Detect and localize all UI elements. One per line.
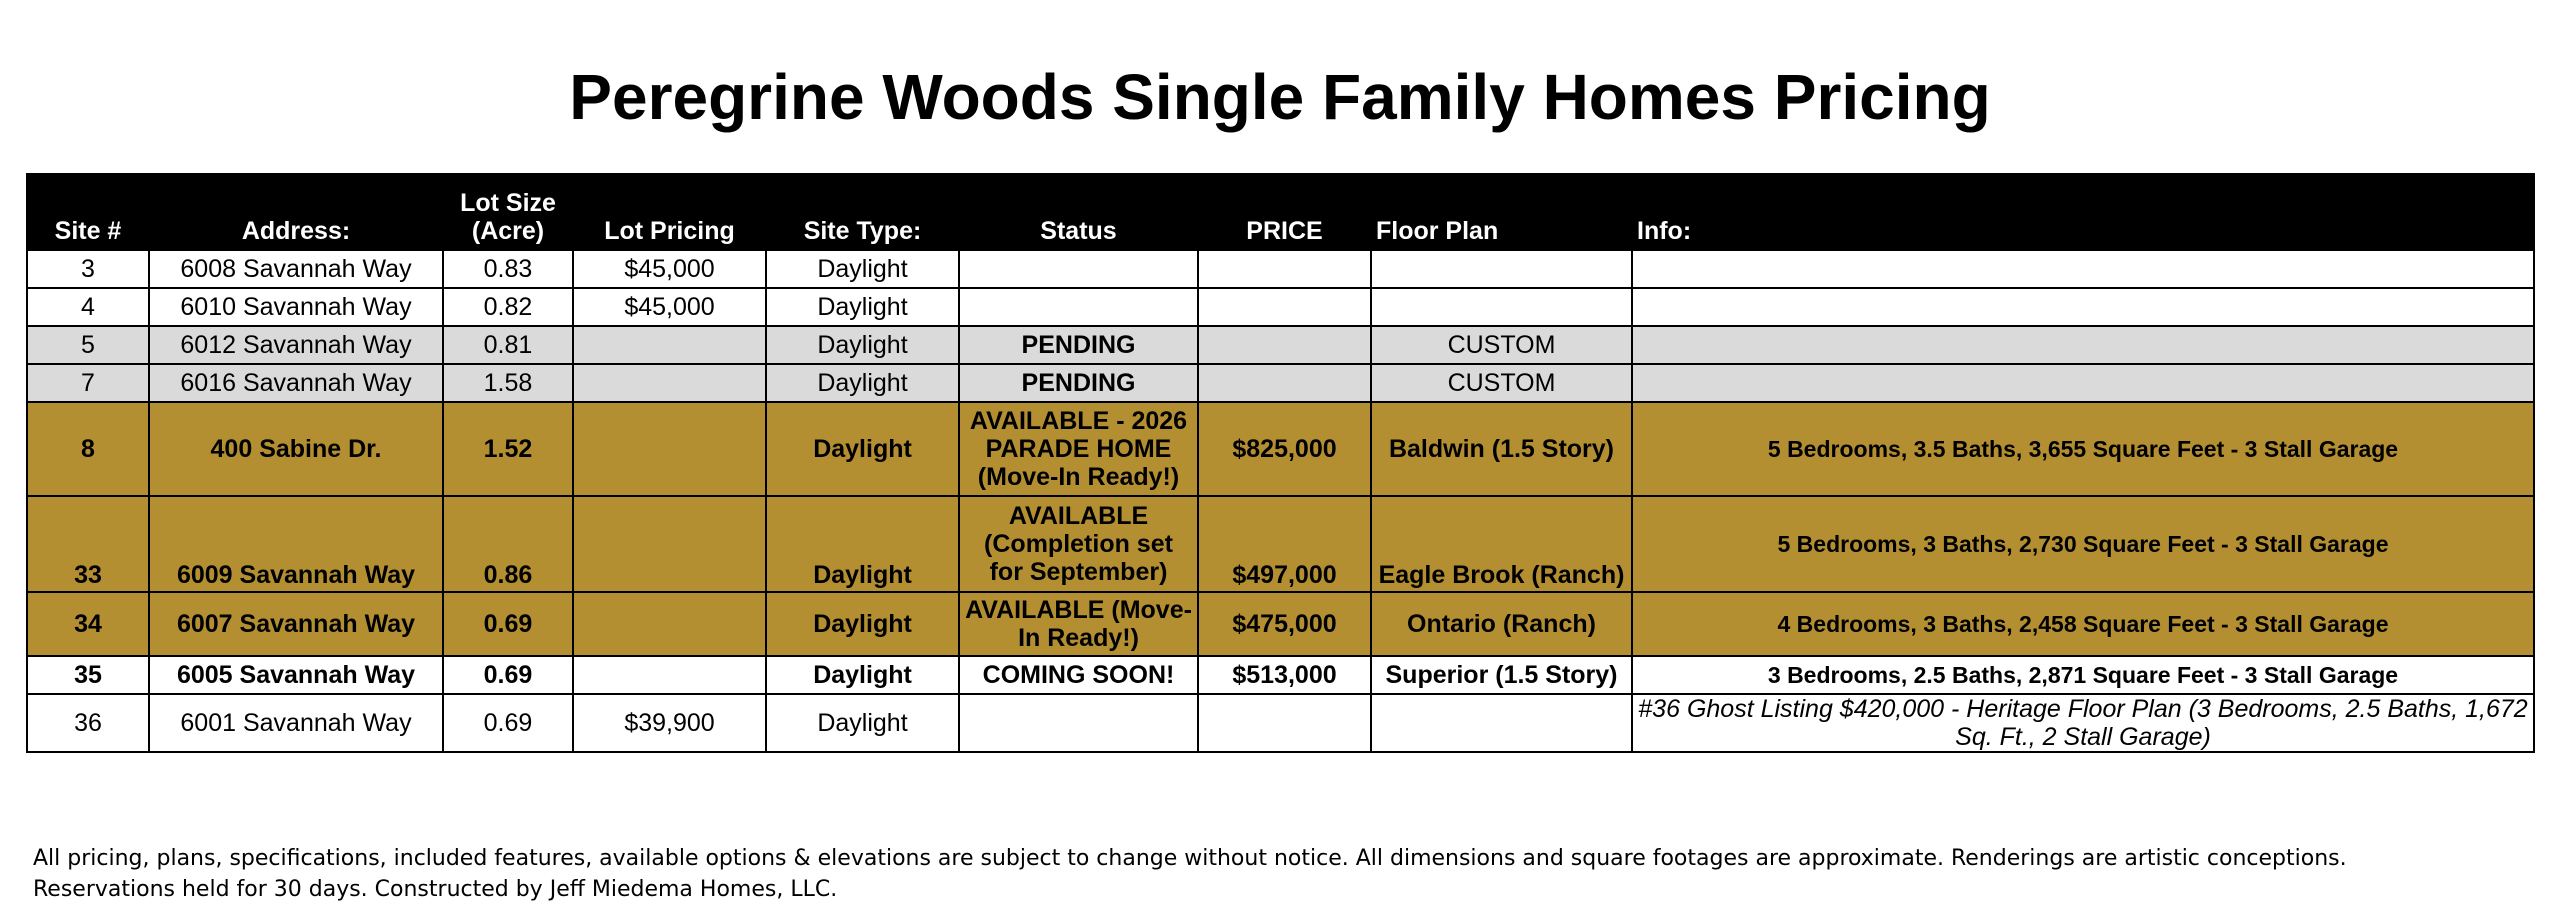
lot-pricing-cell: $45,000 xyxy=(573,250,766,288)
table-row xyxy=(27,496,2534,592)
table-row xyxy=(27,656,2534,694)
lot-pricing-cell: $39,900 xyxy=(573,694,766,752)
price-cell xyxy=(1198,288,1371,326)
table-header-row xyxy=(27,174,2534,250)
status-cell: AVAILABLE (Completion set for September) xyxy=(959,496,1198,592)
address-cell: 6012 Savannah Way xyxy=(149,326,443,364)
floor-plan-cell xyxy=(1371,288,1632,326)
lot-pricing-cell xyxy=(573,496,766,592)
address-cell: 6008 Savannah Way xyxy=(149,250,443,288)
site-type-cell: Daylight xyxy=(766,326,959,364)
table-row xyxy=(27,326,2534,364)
table-row xyxy=(27,288,2534,326)
info-cell: 5 Bedrooms, 3 Baths, 2,730 Square Feet - 3 Stall Garage xyxy=(1632,496,2534,592)
address-cell: 6016 Savannah Way xyxy=(149,364,443,402)
site-type-cell: Daylight xyxy=(766,656,959,694)
address-cell: 6001 Savannah Way xyxy=(149,694,443,752)
site-cell: 33 xyxy=(27,496,149,592)
floor-plan-cell: Superior (1.5 Story) xyxy=(1371,656,1632,694)
header-lot-size-line2: (Acre) xyxy=(471,217,545,245)
address-cell: 6009 Savannah Way xyxy=(149,496,443,592)
pricing-table xyxy=(26,173,2535,753)
table-row xyxy=(27,592,2534,656)
header-floor-plan: Floor Plan xyxy=(1371,174,1632,250)
site-cell: 7 xyxy=(27,364,149,402)
info-cell: 5 Bedrooms, 3.5 Baths, 3,655 Square Feet - 3 Stall Garage xyxy=(1632,402,2534,496)
table-row xyxy=(27,694,2534,752)
table-row xyxy=(27,402,2534,496)
lot-size-cell: 1.58 xyxy=(443,364,573,402)
floor-plan-cell xyxy=(1371,250,1632,288)
lot-size-cell: 0.69 xyxy=(443,694,573,752)
price-cell xyxy=(1198,694,1371,752)
site-type-cell: Daylight xyxy=(766,694,959,752)
header-lot-pricing: Lot Pricing xyxy=(573,174,766,250)
lot-size-cell: 0.69 xyxy=(443,592,573,656)
info-cell: #36 Ghost Listing $420,000 - Heritage Floor Plan (3 Bedrooms, 2.5 Baths, 1,672 Sq. Ft., 2 Stall Garage) xyxy=(1632,694,2534,752)
page-title: Peregrine Woods Single Family Homes Pricing xyxy=(569,61,1991,133)
site-type-cell: Daylight xyxy=(766,402,959,496)
status-cell: PENDING xyxy=(959,326,1198,364)
floor-plan-cell xyxy=(1371,694,1632,752)
lot-pricing-cell xyxy=(573,402,766,496)
price-cell xyxy=(1198,250,1371,288)
disclaimer-line-2: Reservations held for 30 days. Constructed by Jeff Miedema Homes, LLC. xyxy=(33,877,838,902)
lot-size-cell: 0.83 xyxy=(443,250,573,288)
site-cell: 8 xyxy=(27,402,149,496)
lot-size-cell: 0.82 xyxy=(443,288,573,326)
address-cell: 6007 Savannah Way xyxy=(149,592,443,656)
site-type-cell: Daylight xyxy=(766,288,959,326)
info-cell xyxy=(1632,250,2534,288)
floor-plan-cell: Ontario (Ranch) xyxy=(1371,592,1632,656)
site-cell: 35 xyxy=(27,656,149,694)
header-address: Address: xyxy=(149,174,443,250)
status-cell xyxy=(959,694,1198,752)
status-cell xyxy=(959,250,1198,288)
lot-pricing-cell xyxy=(573,326,766,364)
status-cell xyxy=(959,288,1198,326)
lot-pricing-cell: $45,000 xyxy=(573,288,766,326)
floor-plan-cell: Baldwin (1.5 Story) xyxy=(1371,402,1632,496)
lot-size-cell: 1.52 xyxy=(443,402,573,496)
site-type-cell: Daylight xyxy=(766,250,959,288)
price-cell: $513,000 xyxy=(1198,656,1371,694)
table-row xyxy=(27,364,2534,402)
price-cell: $497,000 xyxy=(1198,496,1371,592)
info-cell xyxy=(1632,364,2534,402)
price-cell xyxy=(1198,364,1371,402)
floor-plan-cell: Eagle Brook (Ranch) xyxy=(1371,496,1632,592)
status-cell: PENDING xyxy=(959,364,1198,402)
disclaimer-line-1: All pricing, plans, specifications, included features, available options & elevations are subject to change without notice. All dimensions and square footages are approximate. Renderings are artistic conceptions. xyxy=(33,846,2347,871)
info-cell: 3 Bedrooms, 2.5 Baths, 2,871 Square Feet - 3 Stall Garage xyxy=(1632,656,2534,694)
address-cell: 400 Sabine Dr. xyxy=(149,402,443,496)
lot-size-cell: 0.69 xyxy=(443,656,573,694)
header-site-type: Site Type: xyxy=(766,174,959,250)
status-cell: COMING SOON! xyxy=(959,656,1198,694)
site-type-cell: Daylight xyxy=(766,592,959,656)
header-info: Info: xyxy=(1632,174,2534,250)
site-type-cell: Daylight xyxy=(766,364,959,402)
price-cell xyxy=(1198,326,1371,364)
info-cell xyxy=(1632,288,2534,326)
info-cell: 4 Bedrooms, 3 Baths, 2,458 Square Feet - 3 Stall Garage xyxy=(1632,592,2534,656)
site-type-cell: Daylight xyxy=(766,496,959,592)
site-cell: 5 xyxy=(27,326,149,364)
site-cell: 34 xyxy=(27,592,149,656)
header-lot-size-line1: Lot Size xyxy=(460,189,556,217)
table-row xyxy=(27,250,2534,288)
price-cell: $475,000 xyxy=(1198,592,1371,656)
header-site: Site # xyxy=(27,174,149,250)
floor-plan-cell: CUSTOM xyxy=(1371,326,1632,364)
floor-plan-cell: CUSTOM xyxy=(1371,364,1632,402)
info-cell xyxy=(1632,326,2534,364)
lot-pricing-cell xyxy=(573,656,766,694)
header-lot-size xyxy=(443,174,573,250)
status-cell: AVAILABLE (Move-In Ready!) xyxy=(959,592,1198,656)
price-cell: $825,000 xyxy=(1198,402,1371,496)
disclaimer xyxy=(33,843,2533,905)
header-status: Status xyxy=(959,174,1198,250)
header-price: PRICE xyxy=(1198,174,1371,250)
lot-pricing-cell xyxy=(573,592,766,656)
address-cell: 6010 Savannah Way xyxy=(149,288,443,326)
lot-pricing-cell xyxy=(573,364,766,402)
site-cell: 36 xyxy=(27,694,149,752)
address-cell: 6005 Savannah Way xyxy=(149,656,443,694)
lot-size-cell: 0.81 xyxy=(443,326,573,364)
site-cell: 3 xyxy=(27,250,149,288)
status-cell: AVAILABLE - 2026 PARADE HOME (Move-In Ready!) xyxy=(959,402,1198,496)
site-cell: 4 xyxy=(27,288,149,326)
lot-size-cell: 0.86 xyxy=(443,496,573,592)
